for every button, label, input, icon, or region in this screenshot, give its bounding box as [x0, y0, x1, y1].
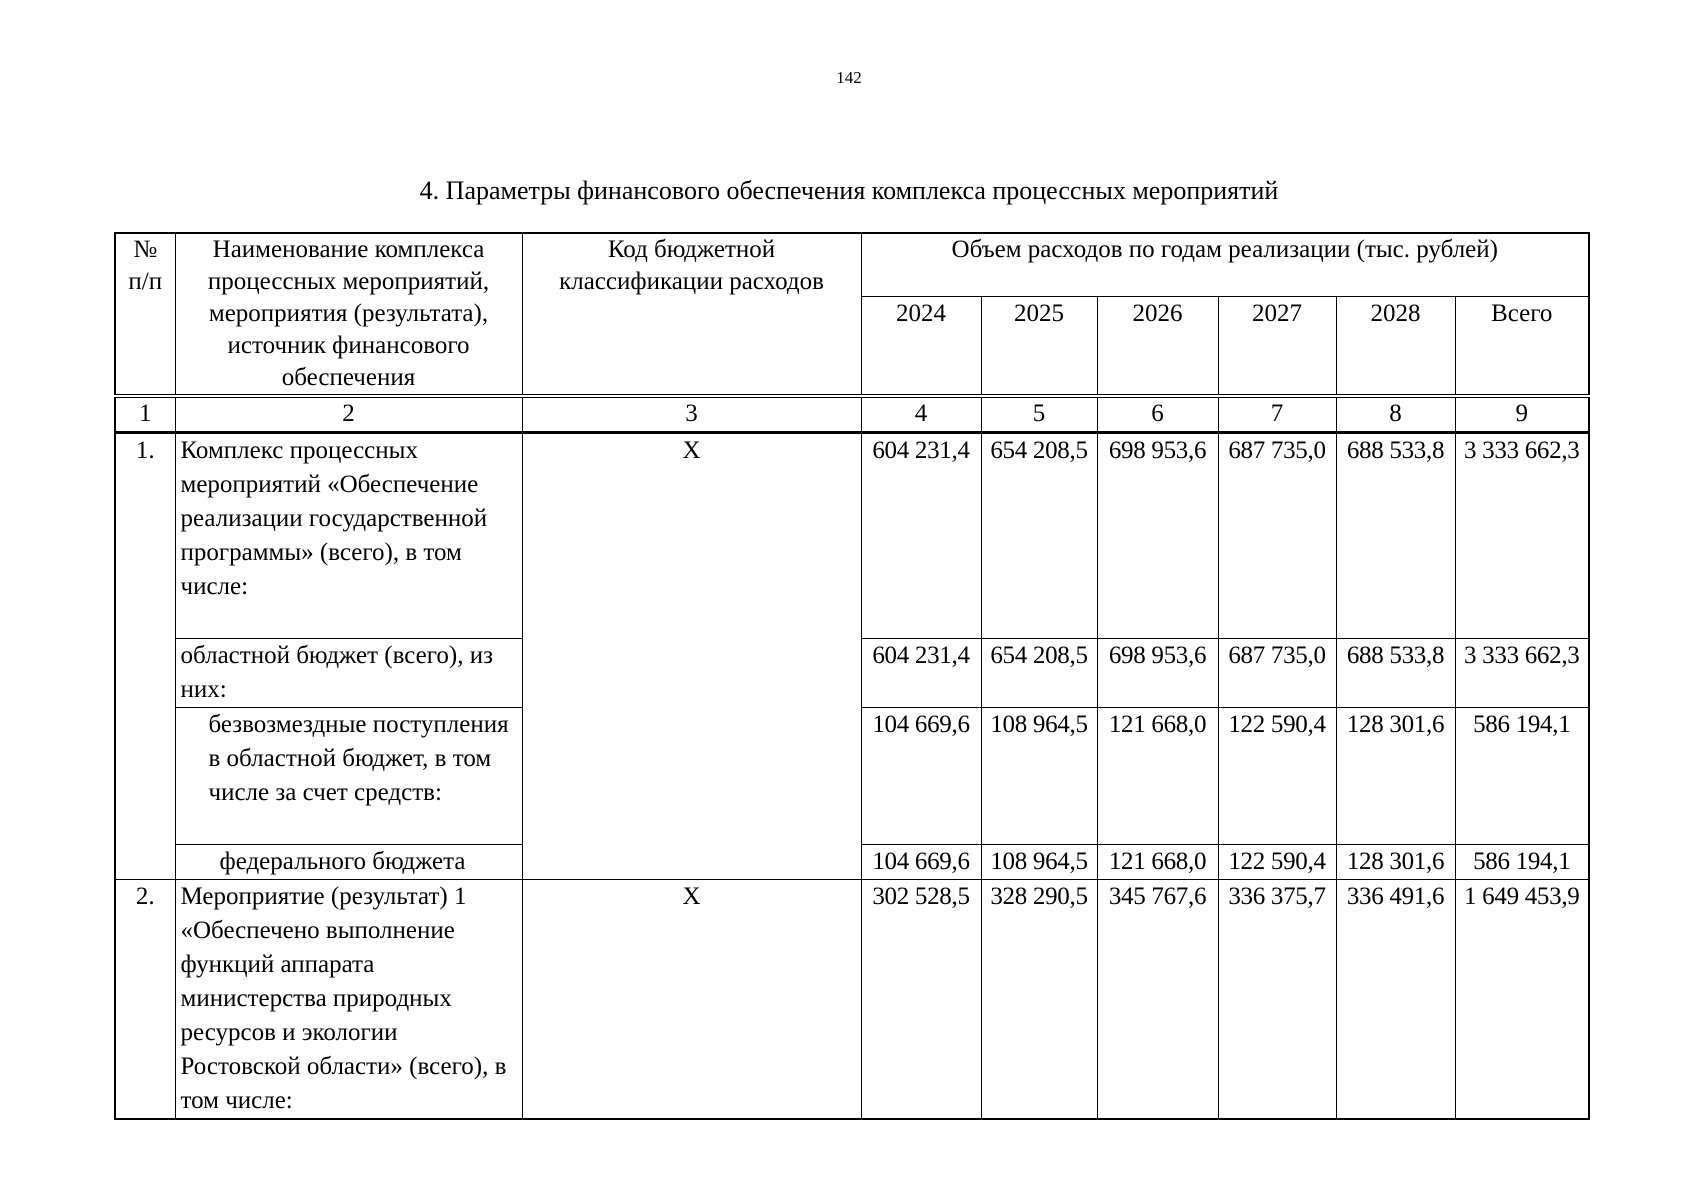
header-row: [115, 233, 1589, 297]
row-code: X: [522, 433, 861, 880]
value-cell: 108 964,5: [981, 845, 1097, 880]
value-cell: 128 301,6: [1336, 845, 1455, 880]
document-title: 4. Параметры финансового обеспечения комплекса процессных мероприятий: [419, 176, 1279, 205]
header-year: 2028: [1336, 297, 1455, 396]
row-name: Комплекс процессных мероприятий «Обеспечение реализации государственной программы» (всего), в том числе:: [175, 433, 522, 639]
header-year: 2026: [1097, 297, 1218, 396]
value-cell-total: 3 333 662,3: [1455, 639, 1589, 708]
header-name-text: Наименование комплекса процессных мероприятий, мероприятия (результата), источник финансового обеспечения: [207, 236, 490, 391]
header-total: Всего: [1455, 297, 1589, 396]
column-number: 4: [861, 396, 981, 433]
table-row: [115, 880, 1589, 1120]
value-cell: 687 735,0: [1218, 639, 1336, 708]
value-cell: 121 668,0: [1097, 708, 1218, 845]
financing-table: [114, 232, 1590, 1120]
value-cell-total: 3 333 662,3: [1455, 433, 1589, 639]
value-cell: 328 290,5: [981, 880, 1097, 1120]
column-number: 2: [175, 396, 522, 433]
row-name: Мероприятие (результат) 1 «Обеспечено выполнение функций аппарата министерства природных ресурсов и экологии Ростовской области» (всего), в том числе:: [175, 880, 522, 1120]
header-volume: [861, 233, 1589, 297]
value-cell: 604 231,4: [861, 639, 981, 708]
value-cell: 688 533,8: [1336, 639, 1455, 708]
header-num: [115, 233, 175, 396]
value-cell: 128 301,6: [1336, 708, 1455, 845]
column-number: 8: [1336, 396, 1455, 433]
value-cell: 687 735,0: [1218, 433, 1336, 639]
value-cell: 104 669,6: [861, 845, 981, 880]
value-cell: 688 533,8: [1336, 433, 1455, 639]
row-name: федерального бюджета: [175, 845, 522, 880]
value-cell: 336 491,6: [1336, 880, 1455, 1120]
value-cell-total: 586 194,1: [1455, 845, 1589, 880]
value-cell: 122 590,4: [1218, 845, 1336, 880]
column-number: 6: [1097, 396, 1218, 433]
value-cell-total: 586 194,1: [1455, 708, 1589, 845]
column-number: 1: [115, 396, 175, 433]
table-row: [115, 433, 1589, 639]
column-number: 9: [1455, 396, 1589, 433]
row-name: безвозмездные поступления в областной бюджет, в том числе за счет средств:: [175, 708, 522, 845]
value-cell: 604 231,4: [861, 433, 981, 639]
value-cell: 121 668,0: [1097, 845, 1218, 880]
header-year: 2024: [861, 297, 981, 396]
value-cell: 654 208,5: [981, 433, 1097, 639]
column-number: 3: [522, 396, 861, 433]
page-number: 142: [836, 68, 862, 87]
value-cell: 122 590,4: [1218, 708, 1336, 845]
value-cell: 654 208,5: [981, 639, 1097, 708]
header-year: 2025: [981, 297, 1097, 396]
row-number: 2.: [115, 880, 175, 1120]
header-code-text: Код бюджетной классификации расходов: [559, 236, 824, 295]
row-name: областной бюджет (всего), из них:: [175, 639, 522, 708]
value-cell: 302 528,5: [861, 880, 981, 1120]
value-cell: 104 669,6: [861, 708, 981, 845]
header-code: [522, 233, 861, 396]
header-year: 2027: [1218, 297, 1336, 396]
value-cell: 345 767,6: [1097, 880, 1218, 1120]
value-cell-total: 1 649 453,9: [1455, 880, 1589, 1120]
row-code: X: [522, 880, 861, 1120]
header-num-text: № п/п: [128, 236, 163, 295]
row-number: 1.: [115, 433, 175, 880]
value-cell: 698 953,6: [1097, 433, 1218, 639]
header-volume-text: Объем расходов по годам реализации (тыс. рублей): [951, 236, 1498, 263]
header-name: [175, 233, 522, 396]
value-cell: 698 953,6: [1097, 639, 1218, 708]
column-number: 7: [1218, 396, 1336, 433]
column-number: 5: [981, 396, 1097, 433]
value-cell: 336 375,7: [1218, 880, 1336, 1120]
value-cell: 108 964,5: [981, 708, 1097, 845]
column-numbers-row: [115, 396, 1589, 433]
